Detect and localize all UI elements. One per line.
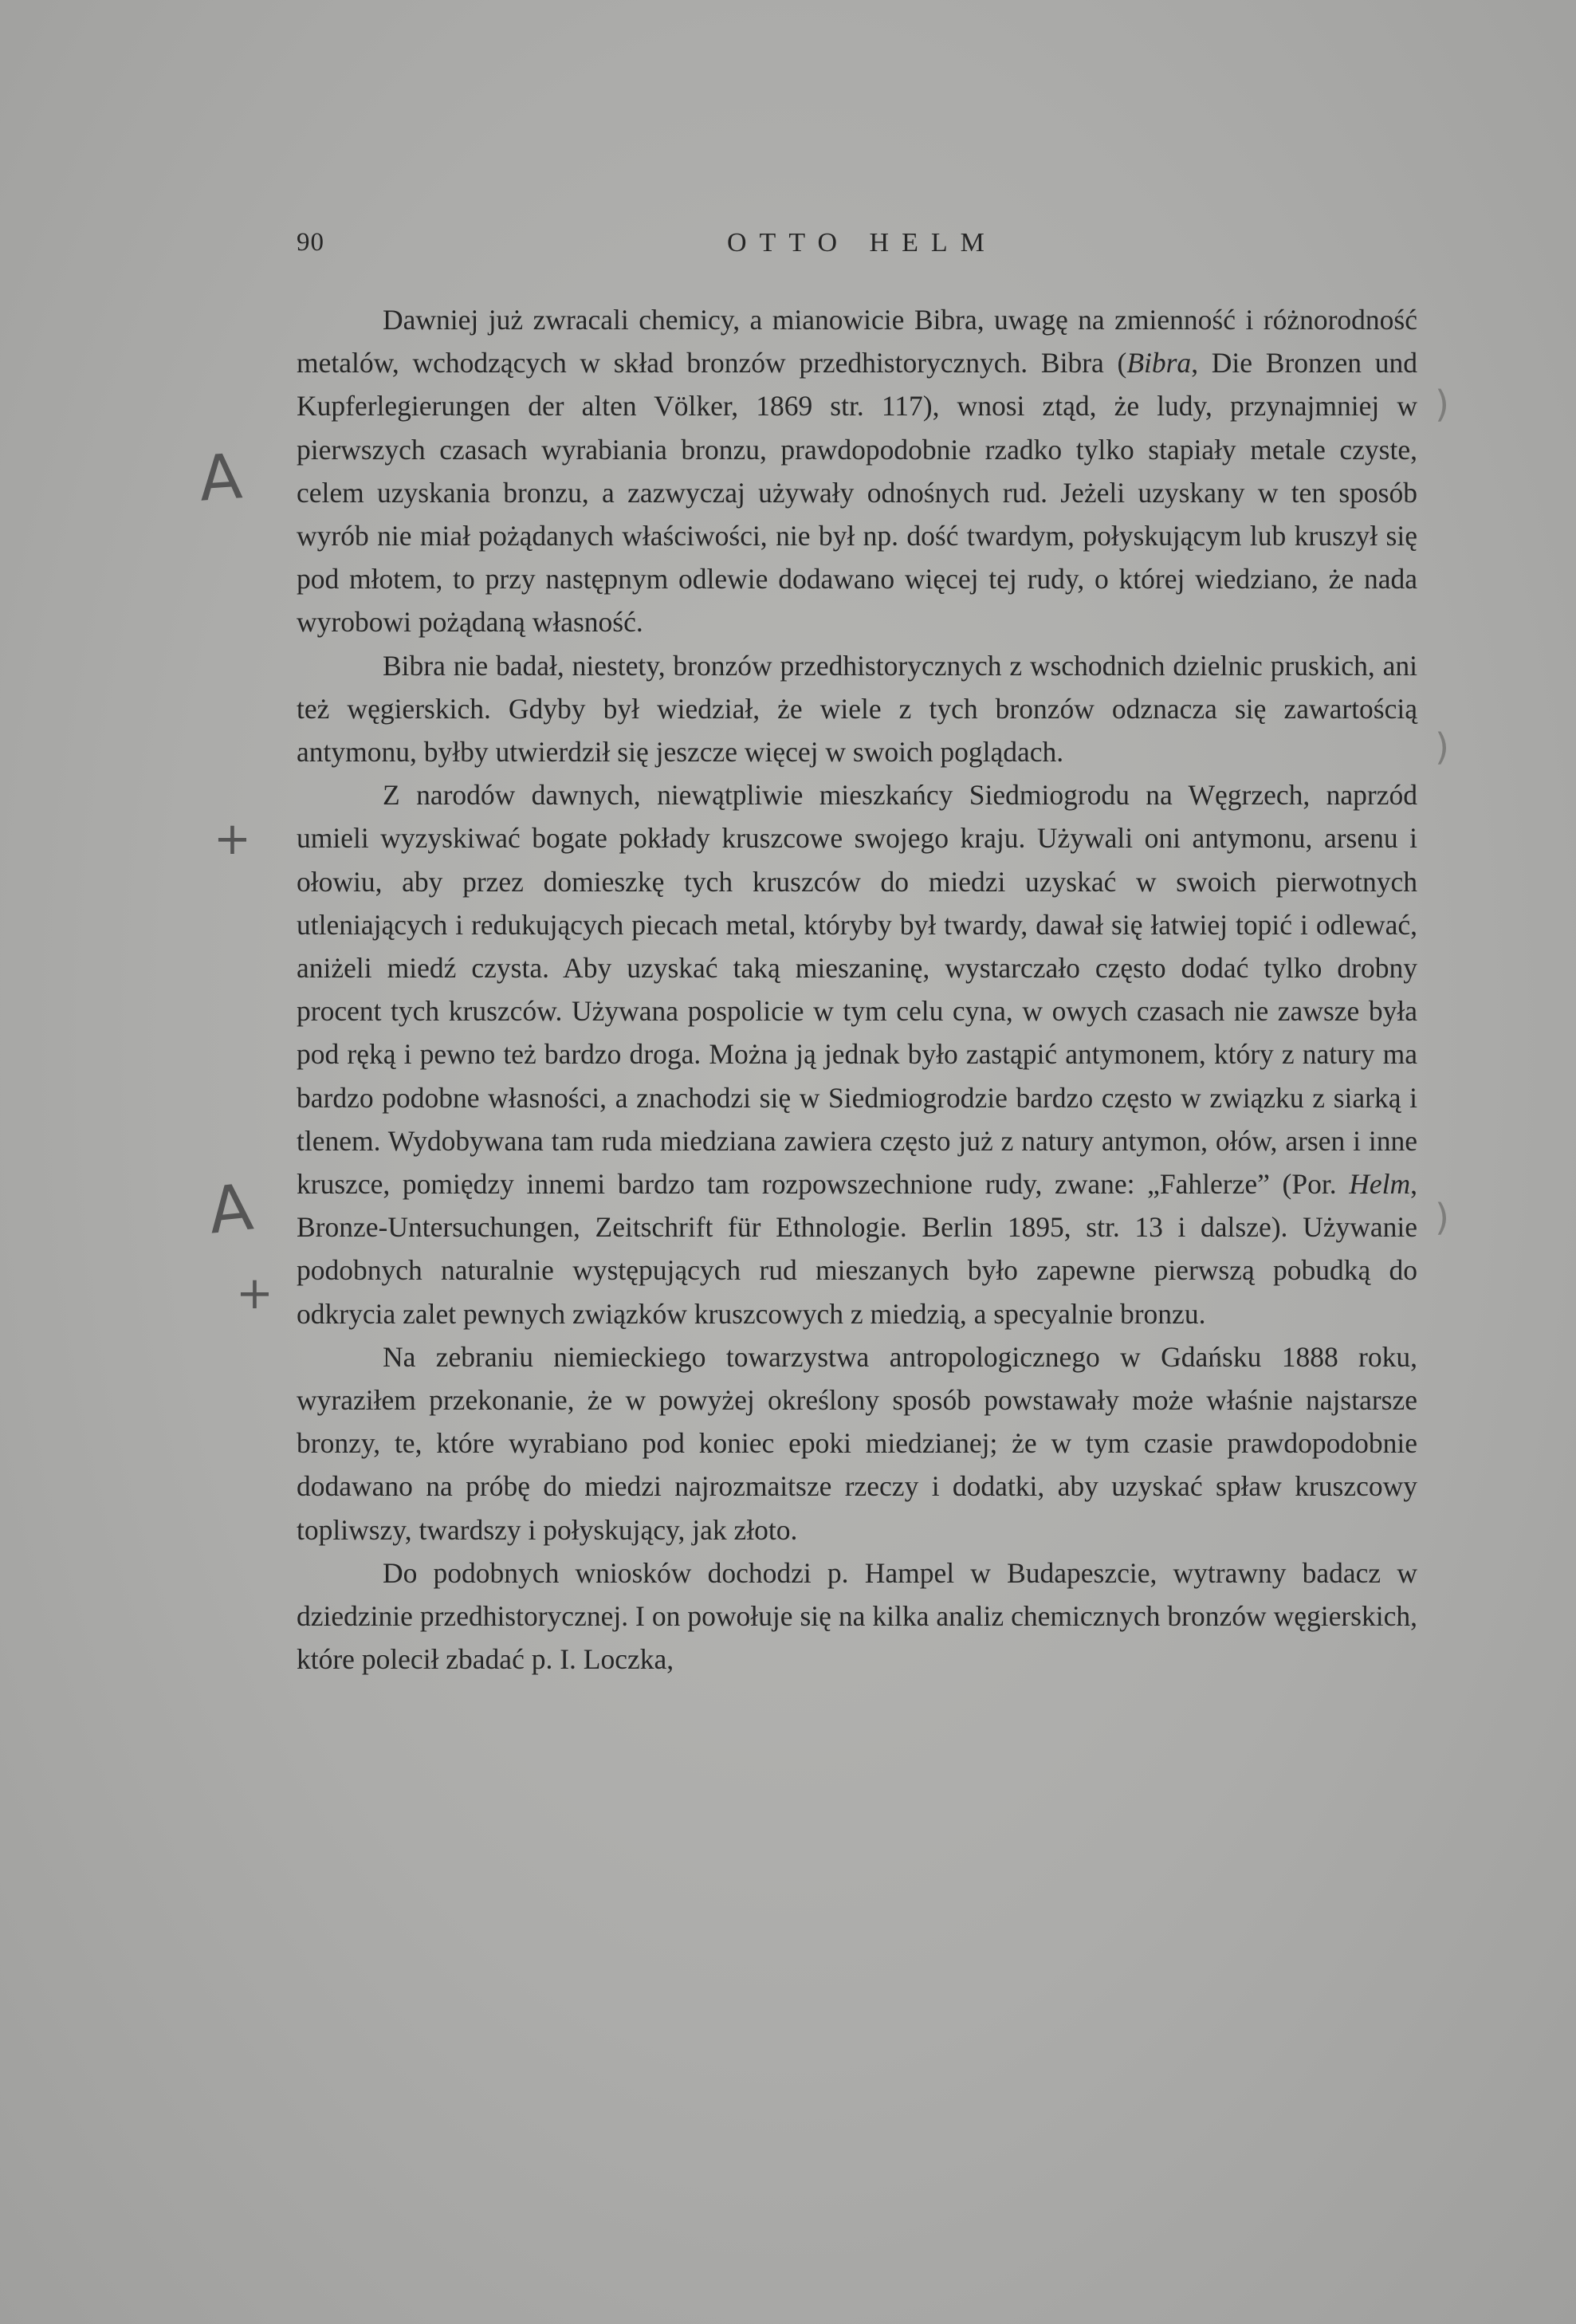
paragraph: Dawniej już zwracali chemicy, a mianowicie Bibra, uwagę na zmienność i różnorodność metalów, wchodzących w skład bronzów przedhistorycznych. Bibra (Bibra, Die Bronzen und Kupferlegierungen der alten Völker, 1869 str. 117), wnosi ztąd, że ludy, przynajmniej w pierwszych czasach wyrabiania bronzu, prawdopodobnie rzadko tylko stapiały metale czyste, celem uzyskania bronzu, a zazwyczaj używały odnośnych rud. Jeżeli uzyskany w ten sposób wyrób nie miał pożądanych właściwości, nie był np. dość twardym, połyskującym lub kruszył się pod młotem, to przy następnym odlewie dodawano więcej tej rudy, o której wiedziano, że nada wyrobowi pożądaną własność. (297, 304, 1417, 639)
handwritten-margin-note: A (205, 1170, 257, 1249)
paragraph: Do podobnych wniosków dochodzi p. Hampel w Budapeszcie, wytrawny badacz w dziedzinie przedhistorycznej. I on powołuje się na kilka analiz chemicznych bronzów węgierskich, które polecił zbadać p. I. Loczka, (297, 1556, 1417, 1676)
author-citation: Bibra (1126, 347, 1192, 379)
handwritten-margin-note: + (236, 1268, 273, 1319)
handwritten-margin-note: + (214, 813, 251, 865)
paragraph: Na zebraniu niemieckiego towarzystwa antropologicznego w Gdańsku 1888 roku, wyraziłem przekonanie, że w powyżej określony sposób powstawały może właśnie najstarsze bronzy, te, które wyrabiano pod koniec epoki miedzianej; że w tym czasie prawdopodobnie dodawano na próbę do miedzi najrozmaitsze rzeczy i dodatki, aby uzyskać spław kruszcowy topliwszy, twardszy i połyskujący, jak złoto. (297, 1340, 1417, 1546)
edge-bracket-mark: ) (1435, 726, 1449, 769)
edge-bracket-mark: ) (1435, 383, 1449, 426)
body-text (297, 298, 1417, 1681)
paragraph: Bibra nie badał, niestety, bronzów przedhistorycznych z wschodnich dzielnic pruskich, ani też węgierskich. Gdyby był wiedział, że wiele z tych bronzów odznacza się zawartością antymonu, byłby utwierdził się jeszcze więcej w swoich poglądach. (297, 649, 1417, 769)
handwritten-margin-note: A (196, 441, 245, 516)
author-citation: Helm (1349, 1168, 1411, 1201)
paragraph: Z narodów dawnych, niewątpliwie mieszkańcy Siedmiogrodu na Węgrzech, naprzód umieli wyzyskiwać bogate pokłady kruszcowe swojego kraju. Używali oni antymonu, arsenu i ołowiu, aby przez domieszkę tych kruszców do miedzi uzyskać w swoich pierwotnych utleniających i redukujących piecach metal, któryby był twardy, dawał się łatwiej topić i odlewać, aniżeli miedź czysta. Aby uzyskać taką mieszaninę, wystarczało często dodać tylko drobny procent tych kruszców. Używana pospolicie w tym celu cyna, w owych czasach nie zawsze była pod ręką i pewno też bardzo droga. Można ją jednak było zastąpić antymonem, który z natury ma bardzo podobne własności, a znachodzi się w Siedmiogrodzie bardzo często w związku z siarką i tlenem. Wydobywana tam ruda miedziana zawiera często już z natury antymon, ołów, arsen i inne kruszce, pomiędzy innemi bardzo tam rozpowszechnione rudy, zwane: „Fahlerze” (Por. Helm, Bronze-Untersuchungen, Zeitschrift für Ethnologie. Berlin 1895, str. 13 i dalsze). Używanie podobnych naturalnie występujących rud mieszanych było zapewne pierwszą pobudką do odkrycia zalet pewnych związków kruszcowych z miedzią, a specyalnie bronzu. (297, 779, 1417, 1330)
edge-bracket-mark: ) (1435, 1196, 1449, 1239)
page-header (297, 228, 1429, 266)
running-head: OTTO HELM (727, 228, 997, 258)
page-number: 90 (297, 228, 324, 257)
